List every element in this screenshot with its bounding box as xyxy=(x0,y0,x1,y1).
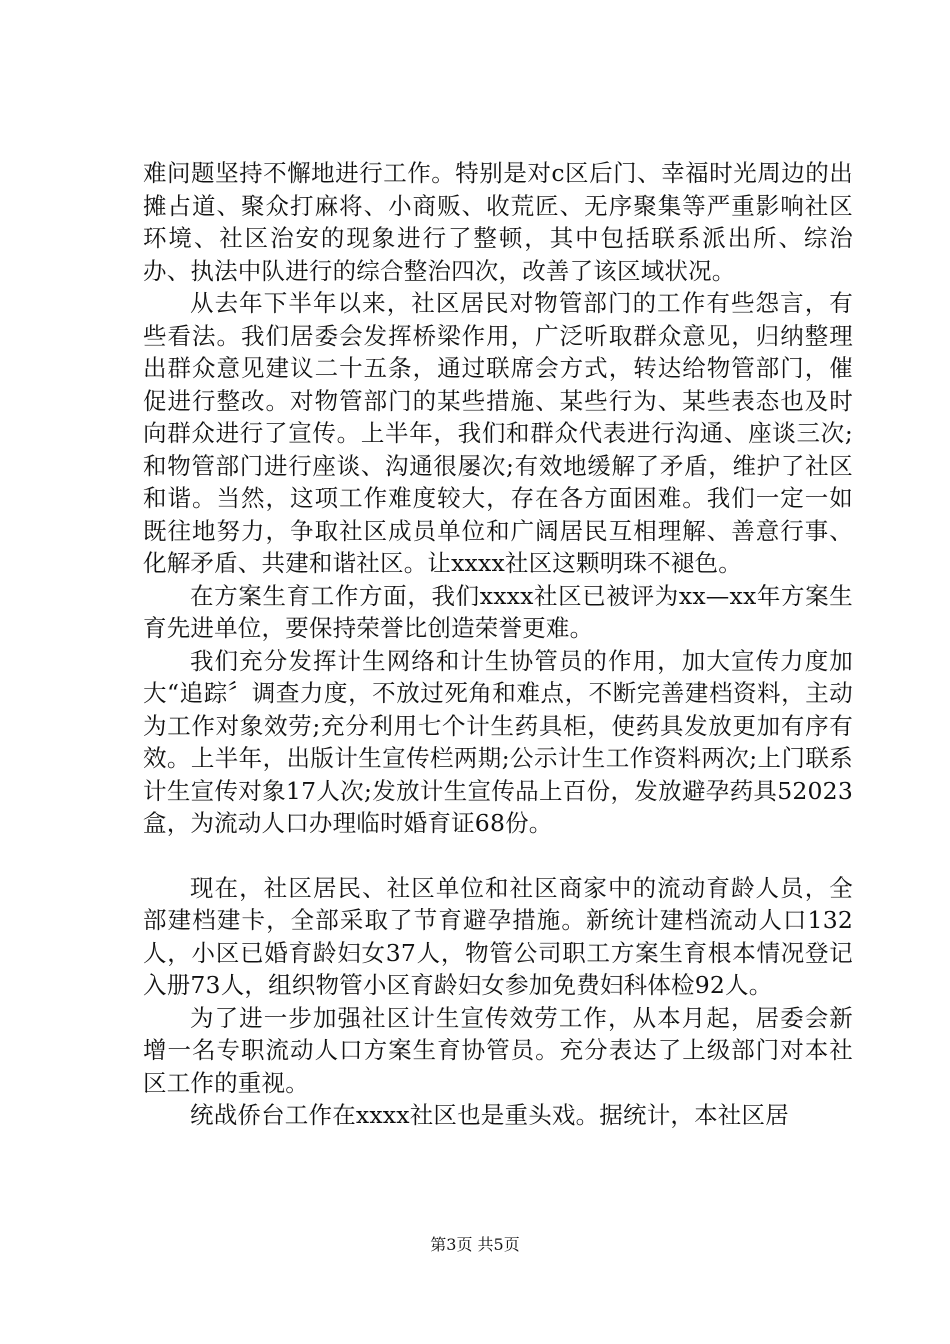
paragraph-1: 难问题坚持不懈地进行工作。特别是对c区后门、幸福时光周边的出摊占道、聚众打麻将、小商贩、收荒匠、无序聚集等严重影响社区环境、社区治安的现象进行了整顿，其中包括联系派出所、综治办、执法中队进行的综合整治四次，改善了该区域状况。 xyxy=(143,159,853,285)
paragraph-7: 统战侨台工作在xxxx社区也是重头戏。据统计，本社区居 xyxy=(190,1101,789,1129)
paragraph-4: 我们充分发挥计生网络和计生协管员的作用，加大宣传力度加大“追踪〞调查力度，不放过死角和难点，不断完善建档资料，主动为工作对象效劳;充分利用七个计生药具柜，使药具发放更加有序有效。上半年，出版计生宣传栏两期;公示计生工作资料两次;上门联系计生宣传对象17人次;发放计生宣传品上百份，发放避孕药具52023盒，为流动人口办理临时婚育证68份。 xyxy=(143,646,853,837)
paragraph-6: 为了进一步加强社区计生宣传效劳工作，从本月起，居委会新增一名专职流动人口方案生育协管员。充分表达了上级部门对本社区工作的重视。 xyxy=(143,1003,853,1097)
document-body xyxy=(143,157,853,1132)
page-footer: 第3页 共5页 xyxy=(430,1235,520,1254)
paragraph-3: 在方案生育工作方面，我们xxxx社区已被评为xx—xx年方案生育先进单位，要保持荣誉比创造荣誉更难。 xyxy=(143,581,853,642)
paragraph-2: 从去年下半年以来，社区居民对物管部门的工作有些怨言，有些看法。我们居委会发挥桥梁作用，广泛听取群众意见，归纳整理出群众意见建议二十五条，通过联席会方式，转达给物管部门，催促进行整改。对物管部门的某些措施、某些行为、某些表态也及时向群众进行了宣传。上半年，我们和群众代表进行沟通、座谈三次;和物管部门进行座谈、沟通很屡次;有效地缓解了矛盾，维护了社区和谐。当然，这项工作难度较大，存在各方面困难。我们一定一如既往地努力，争取社区成员单位和广阔居民互相理解、善意行事、化解矛盾、共建和谐社区。让xxxx社区这颗明珠不褪色。 xyxy=(143,289,853,577)
paragraph-5: 现在，社区居民、社区单位和社区商家中的流动育龄人员，全部建档建卡，全部采取了节育避孕措施。新统计建档流动人口132人，小区已婚育龄妇女37人，物管公司职工方案生育根本情况登记入册73人，组织物管小区育龄妇女参加免费妇科体检92人。 xyxy=(143,873,853,999)
